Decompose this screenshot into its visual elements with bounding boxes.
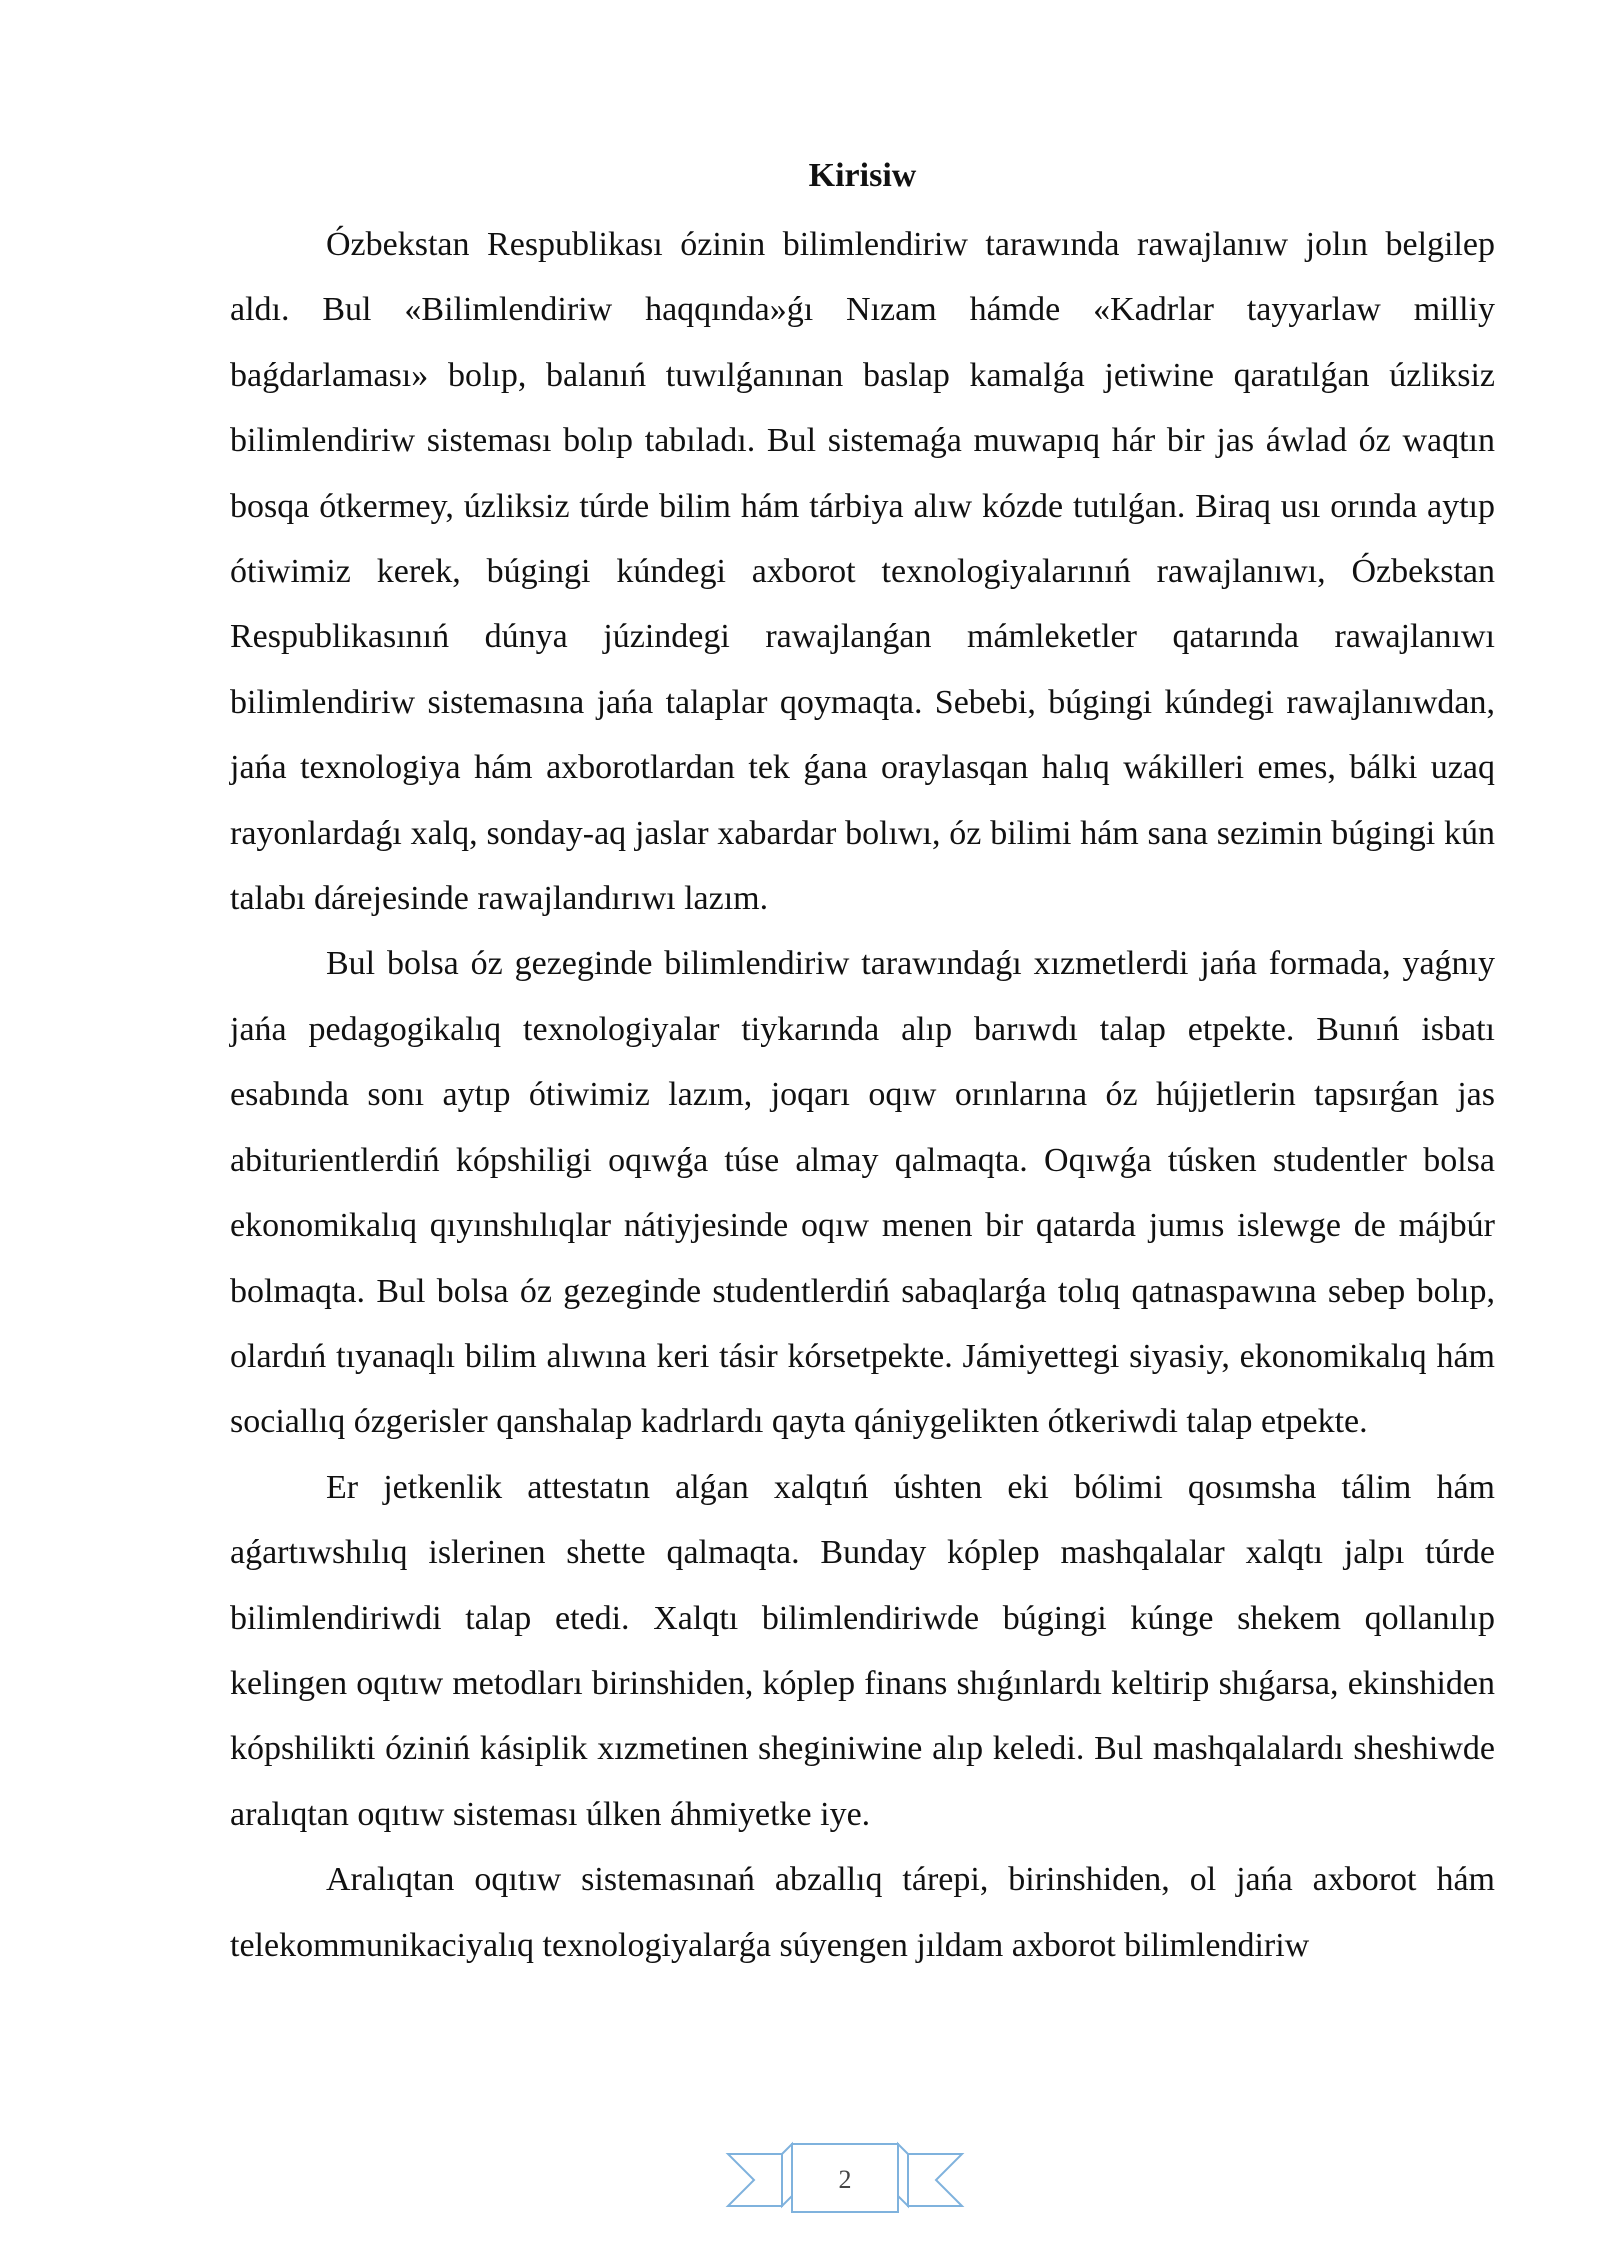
- paragraph-1: Ózbekstan Respublikası ózinin bilimlendiriw tarawında rawajlanıw jolın belgilep aldı. Bul «Bilimlendiriw haqqında»ǵı Nızam hámde «Kadrlar tayyarlaw milliy baǵdarlaması» bolıp, balanıń tuwılǵanınan baslap kamalǵa jetiwine qaratılǵan úzliksiz bilimlendiriw sisteması bolıp tabıladı. Bul sistemaǵa muwapıq hár bir jas áwlad óz waqtın bosqa ótkermey, úzliksiz túrde bilim hám tárbiya alıw kózde tutılǵan. Biraq usı orında aytıp ótiwimiz kerek, búgingi kúndegi axborot texnologiyalarınıń rawajlanıwı, Ózbekstan Respublikasınıń dúnya júzindegi rawajlanǵan mámleketler qatarında rawajlanıwı bilimlendiriw sistemasına jańa talaplar qoymaqta. Sebebi, búgingi kúndegi rawajlanıwdan, jańa texnologiya hám axborotlardan tek ǵana oraylasqan halıq wákilleri emes, bálki uzaq rayonlardaǵı xalq, sonday-aq jaslar xabardar bolıwı, óz bilimi hám sana sezimin búgingi kún talabı dárejesinde rawajlandırıwı lazım.: [230, 226, 1495, 918]
- paragraph-3: Er jetkenlik attestatın alǵan xalqtıń úshten eki bólimi qosımsha tálim hám aǵartıwshılıq islerinen shette qalmaqta. Bunday kóplep mashqalalar xalqtı jalpı túrde bilimlendiriwdi talap etedi. Xalqtı bilimlendiriwde búgingi kúnge shekem qollanılıp kelingen oqıtıw metodları birinshiden, kóplep finans shıǵınlardı keltirip shıǵarsa, ekinshiden kópshilikti óziniń kásiplik xızmetinen sheginiwine alıp keledi. Bul mashqalalardı sheshiwde aralıqtan oqıtıw sisteması úlken áhmiyetke iye.: [230, 1468, 1495, 1833]
- paragraph-4: Aralıqtan oqıtıw sistemasınań abzallıq tárepi, birinshiden, ol jańa axborot hám telekommunikaciyalıq texnologiyalarǵa súyengen jıldam axborot bilimlendiriw: [230, 1861, 1495, 1964]
- document-title: Kirisiw: [808, 157, 917, 194]
- page-footer: [720, 2130, 970, 2230]
- document-body: [230, 212, 1495, 1978]
- page-number: 2: [838, 2165, 852, 2194]
- paragraph-2: Bul bolsa óz gezeginde bilimlendiriw tarawındaǵı xızmetlerdi jańa formada, yaǵnıy jańa pedagogikalıq texnologiyalar tiykarında alıp barıwdı talap etpekte. Bunıń isbatı esabında sonı aytıp ótiwimiz lazım, joqarı oqıw orınlarına óz hújjetlerin tapsırǵan jas abiturientlerdiń kópshiligi oqıwǵa túse almay qalmaqta. Oqıwǵa túsken studentler bolsa ekonomikalıq qıyınshılıqlar nátiyjesinde oqıw menen bir qatarda jumıs islewge de májbúr bolmaqta. Bul bolsa óz gezeginde studentlerdiń sabaqlarǵa tolıq qatnaspawına sebep bolıp, olardıń tıyanaqlı bilim alıwına keri tásir kórsetpekte. Jámiyettegi siyasiy, ekonomikalıq hám sociallıq ózgerisler qanshalap kadrlardı qayta qániygelikten ótkeriwdi talap etpekte.: [230, 945, 1495, 1441]
